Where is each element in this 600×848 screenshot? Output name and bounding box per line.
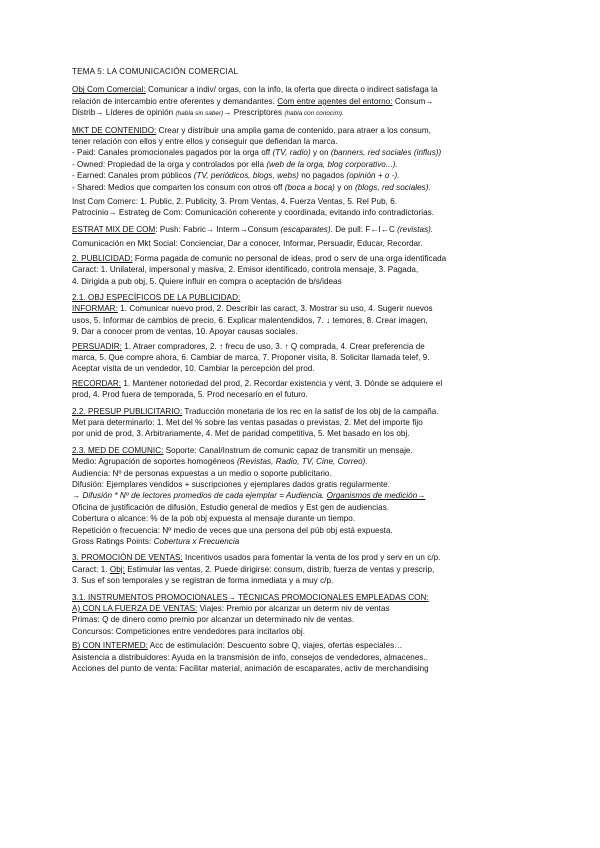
section-publicidad: 2. PUBLICIDAD: Forma pagada de comunic no personal de ideas, prod o serv de una orga identificada Caract: 1. Unilateral, impersonal y masiva, 2. Emisor identificado, controla mensaje, 3. Pagada, 4. Dirigida a pub obj, 5. Quiere influir en compra o aceptación de b/s/ideas <box>72 253 447 286</box>
document-page <box>72 66 534 675</box>
heading-fuerza-ventas: A) CON LA FUERZA DE VENTAS: <box>72 604 198 614</box>
heading-presup: 2.2. PRESUP PUBLICITARIO: <box>72 406 183 416</box>
section-presup: 2.2. PRESUP PUBLICITARIO: Traducción monetaria de los rec en la satisf de los obj de la campaña. Met para determinarlo: 1. Met del % sobre las ventas pasadas o previstas, 2. Met del importe fijo por unid de prod, 3. Arbitrariamente, 4. Met de paridad competitiva, 5. Met basado en los obj. <box>72 406 439 439</box>
heading-com-agentes: Com entre agentes del entorno: <box>277 96 393 106</box>
section-estrat-mix: ESTRAT MIX DE COM: Push: Fabric→ Interm→Consum (escaparates). De pull: F←I←C (revistas). Comunicación en Mkt Social: Concienciar, Dar a conocer, Informar, Persuadir, Educar, Recordar. <box>72 224 434 249</box>
document-title: TEMA 5: LA COMUNICACIÓN COMERCIAL <box>72 67 239 76</box>
section-instrumentos: 3.1. INSTRUMENTOS PROMOCIONALES→ TÉCNICAS PROMOCIONALES EMPLEADAS CON: A) CON LA FUERZA DE VENTAS: Viajes: Premio por alcanzar un determ niv de ventas Primas: Q de dinero como premio por alcanzar un determinado niv de ventas. Concursos: Competiciones entre vendedores para incitarlos obj. B) CON INTERMED: Acc de estimulación: Descuento sobre Q, viajes, ofertas especiales… Asistencia a distribuidores: Ayuda en la transmisión de info, consejos de vendedores, almacenes.. Acciones del punto de venta: Facilitar material, animación de escaparates, activ de merchandising <box>72 592 429 674</box>
heading-med-comunic: 2.3. MED DE COMUNIC: <box>72 445 164 455</box>
heading-persuadir: PERSUADIR: <box>72 341 122 351</box>
heading-obj-especificos: 2.1. OBJ ESPECÍFICOS DE LA PUBLICIDAD: <box>72 292 241 302</box>
heading-instrumentos: 3.1. INSTRUMENTOS PROMOCIONALES→ TÉCNICAS PROMOCIONALES EMPLEADAS CON: <box>72 592 429 602</box>
heading-estrat-mix: ESTRAT MIX DE COM <box>72 224 156 234</box>
heading-intermed: B) CON INTERMED: <box>72 641 148 651</box>
heading-mkt-contenido: MKT DE CONTENIDO: <box>72 125 157 135</box>
section-med-comunic: 2.3. MED DE COMUNIC: Soporte: Canal/Instrum de comunic capaz de transmitir un mensaje. Medio: Agrupación de soportes homogéneos (Revistas, Radio, TV, Cine, Correo). Audiencia: Nº de personas expuestas a un medio o soporte publicitario. Difusión: Ejemplares vendidos + suscripciones y ejemplares dados gratis regularmente. → Difusión * Nº de lectores promedios de cada ejemplar = Audiencia. Organismos de medición→ Oficina de justificación de difusión, Estudio general de medios y Est gen de audiencias. Cobertura o alcance: % de la pob obj expuesta al mensaje durante un tiempo. Repetición o frecuencia: Nº medio de veces que una persona del púb obj está expuesta. Gross Ratings Points: Cobertura x Frecuencia <box>72 445 426 547</box>
heading-publicidad: 2. PUBLICIDAD: <box>72 253 133 263</box>
heading-promocion: 3. PROMOCIÓN DE VENTAS: <box>72 553 183 563</box>
heading-organismos: Organismos de medición→ <box>326 491 426 501</box>
heading-obj-com: Obj Com Comercial: <box>72 85 146 95</box>
section-mkt-contenido: MKT DE CONTENIDO: Crear y distribuir una amplia gama de contenido, para atraer a los consum, tener relación con ellos y entre ellos y conseguir que defiendan la marca. - Paid: Canales promocionales pagados por la orga off (TV, radio) y on (banners, red sociales (influs)) - Owned: Propiedad de la orga y controlados por ella (web de la orga, blog corporativo...). - Earned: Canales prom públicos (TV, periódicos, blogs, webs) no pagados (opinión + o -). - Shared: Medios que comparten los consum con otros off (boca a boca) y on (blogs, red sociales). Inst Com Comerc: 1. Public, 2. Publicity, 3. Prom Ventas, 4. Fuerza Ventas, 5. Rel Pub, 6. Patrocinio→ Estrateg de Com: Comunicación coherente y coordinada, evitando info contradictorias. <box>72 125 442 218</box>
section-promocion: 3. PROMOCIÓN DE VENTAS: Incentivos usados para fomentar la venta de los prod y serv en un c/p. Caract: 1. Obj: Estimular las ventas, 2. Puede dirigirse: consum, distrib, fuerza de ventas y prescrip, 3. Sus ef son temporales y se registran de forma inmediata y a muy c/p. <box>72 553 441 586</box>
section-obj-com-comercial: Obj Com Comercial: Comunicar a indiv/ orgas, con la info, la oferta que directa o indirect satisfaga la relación de intercambio entre oferentes y demandantes. Com entre agentes del entorno: Consum→ Distrib→ Líderes de opinión (habla sin saber)→ Prescriptores (habla con conocim). <box>72 85 438 118</box>
heading-recordar: RECORDAR: <box>72 378 122 388</box>
heading-informar: INFORMAR: <box>72 304 118 314</box>
section-obj-especificos: 2.1. OBJ ESPECÍFICOS DE LA PUBLICIDAD: INFORMAR: 1. Comunicar nuevo prod, 2. Describir las caract, 3. Mostrar su uso, 4. Sugerir nuevos usos, 5. Informar de cambios de precio, 6. Explicar malentendidos, 7. ↓ temores, 8. Crear imagen, 9. Dar a conocer prom de ventas, 10. Apoyar causas sociales. PERSUADIR: 1. Atraer compradores, 2. ↑ frecu de uso, 3. ↑ Q comprada, 4. Crear preferencia de marca, 5. Que compre ahora, 6. Cambiar de marca, 7. Proponer visita, 8. Solicitar llamada telef, 9. Aceptar visita de un vendedor, 10. Cambiar la percepción del prod. RECORDAR: 1. Mantener notoriedad del prod, 2. Recordar existencia y vent, 3. Dónde se adquiere el prod, 4. Prod fuera de temporada, 5. Prod necesario en el futuro. <box>72 292 443 400</box>
